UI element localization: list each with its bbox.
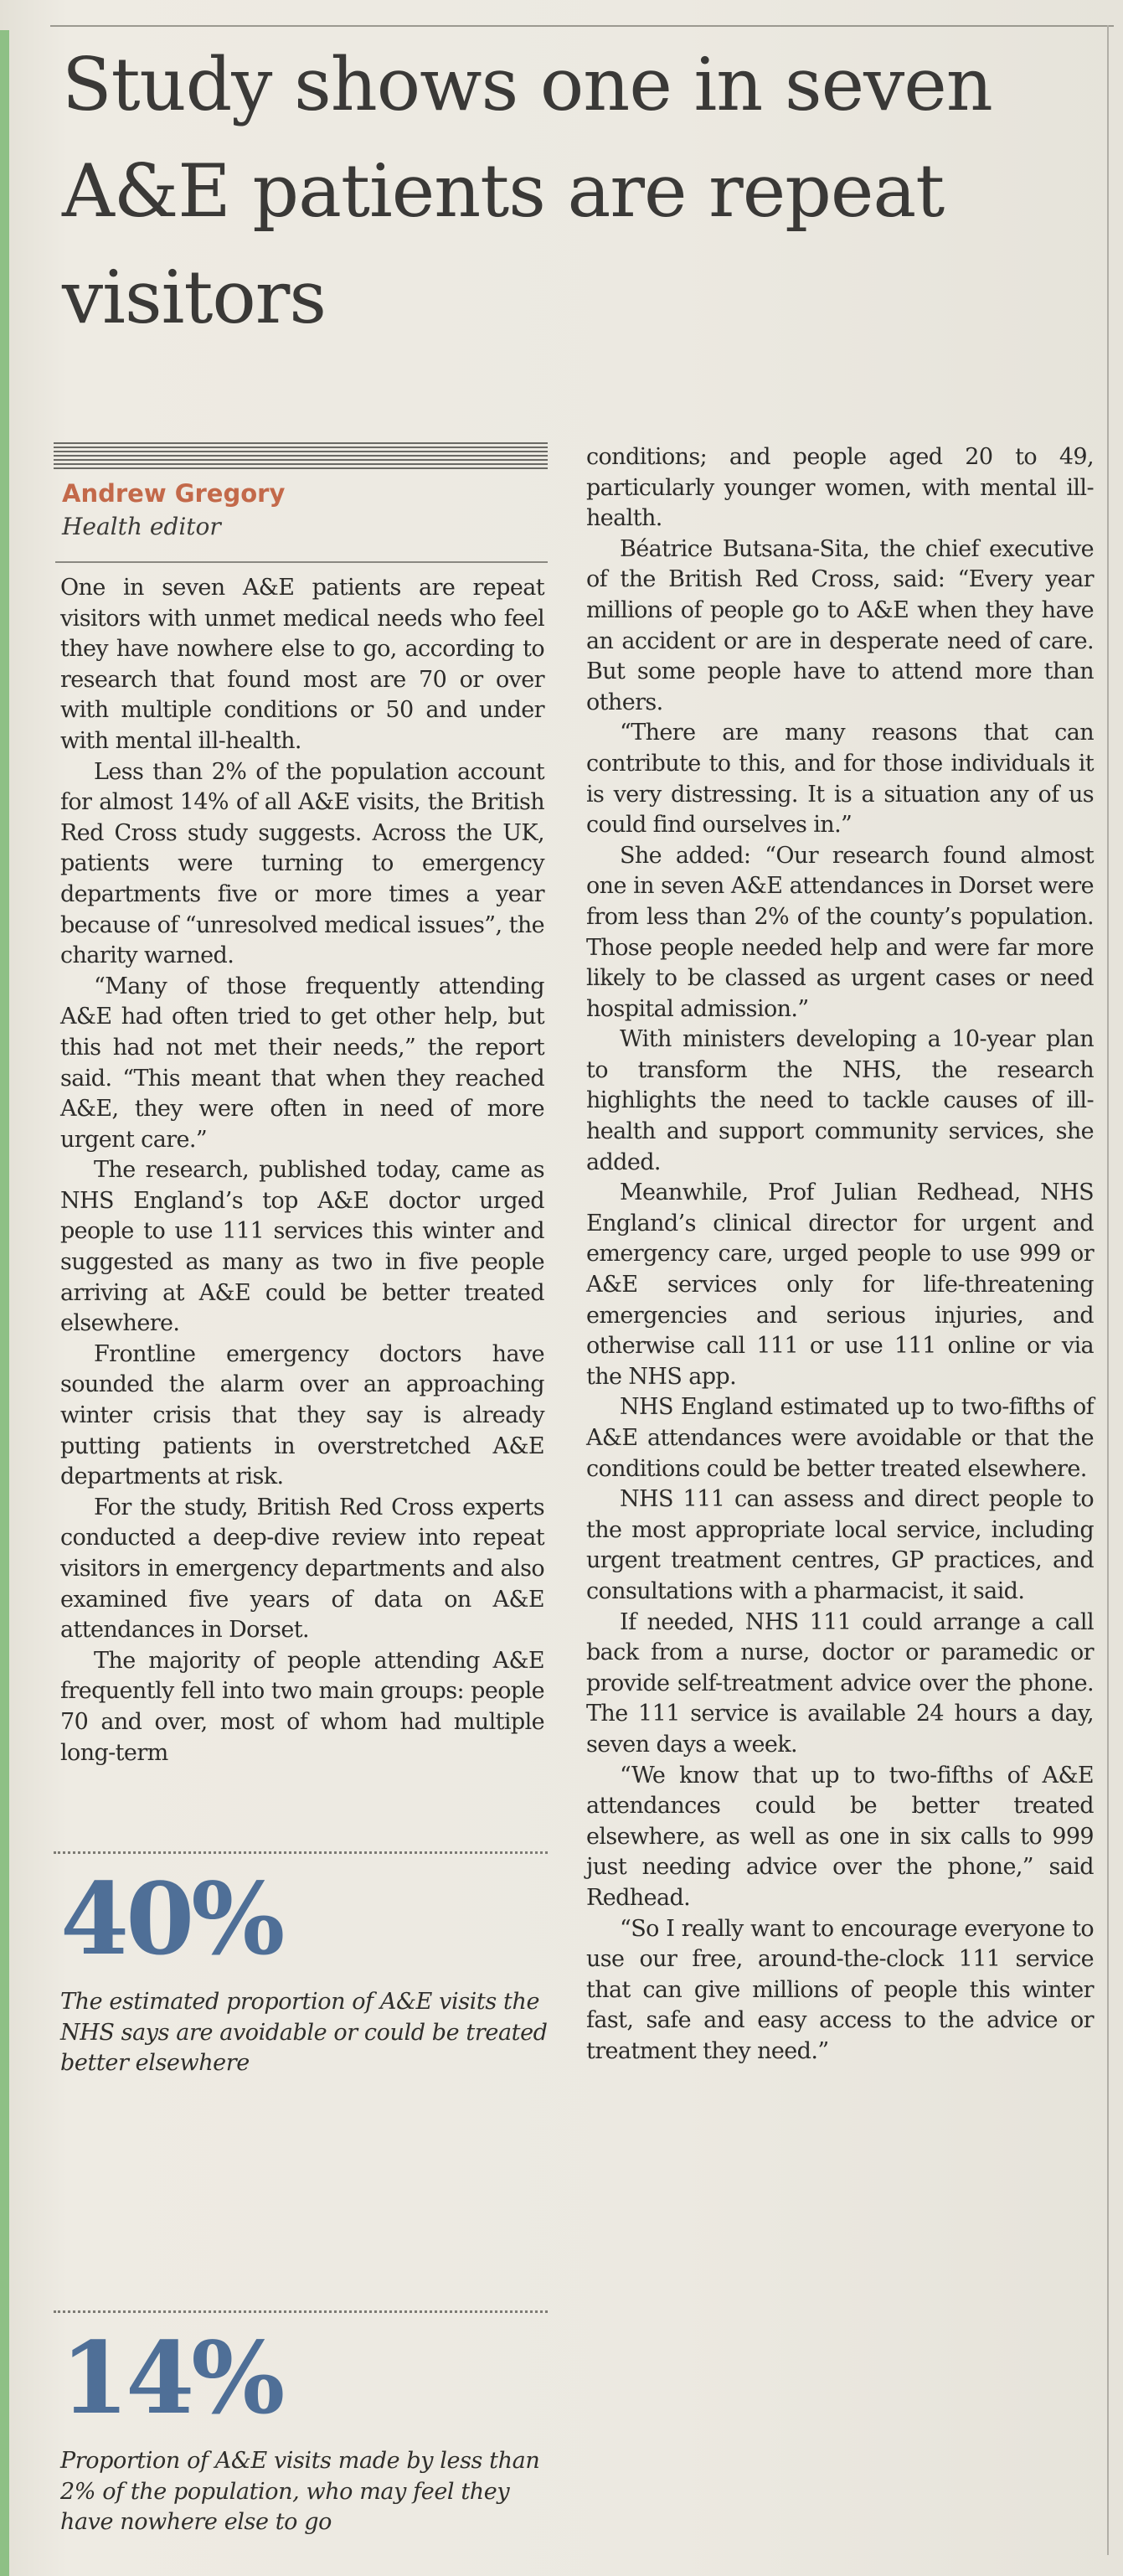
paragraph: conditions; and people aged 20 to 49, particularly younger women, with mental ill-health. bbox=[586, 444, 1094, 532]
paragraph: With ministers developing a 10-year plan to transform the NHS, the research highlights the need to tackle causes of ill-health and support community services, she added. bbox=[586, 1026, 1094, 1175]
stat-divider bbox=[54, 2310, 548, 2313]
byline-divider bbox=[55, 561, 548, 563]
paragraph: She added: “Our research found almost one in seven A&E attendances in Dorset were from less than 2% of the county’s population. Those people needed help and were far more likely to be classed as urgent cases or need hospital admission.” bbox=[586, 842, 1094, 1022]
paragraph: One in seven A&E patients are repeat visitors with unmet medical needs who feel they have nowhere else to go, according to research that found most are 70 or over with multiple conditions or 50 and under with mental ill-health. bbox=[60, 575, 544, 754]
paragraph: “There are many reasons that can contribute to this, and for those individuals it is very distressing. It is a situation any of us could find ourselves in.” bbox=[586, 720, 1094, 839]
byline-hatch-decoration bbox=[54, 442, 548, 471]
paragraph: Meanwhile, Prof Julian Redhead, NHS England’s clinical director for urgent and emergency care, urged people to use 999 or A&E services only for life-threatening emergencies and serious injuries, and otherwise call 111 or use 111 online or via the NHS app. bbox=[586, 1180, 1094, 1390]
paragraph: NHS England estimated up to two-fifths of A&E attendances were avoidable or that the conditions could be better treated elsewhere. bbox=[586, 1394, 1094, 1482]
stat-divider bbox=[54, 1851, 548, 1854]
author-role: Health editor bbox=[62, 513, 221, 540]
stat-value: 14% bbox=[60, 2320, 282, 2436]
article-column-2 bbox=[586, 442, 1094, 2067]
top-rule bbox=[50, 25, 1114, 27]
page-edge-bar bbox=[0, 30, 9, 2576]
paragraph: Less than 2% of the population account for almost 14% of all A&E visits, the British Red Cross study suggests. Across the UK, patients were turning to emergency departments five or more times a year because of “unresolved medical issues”, the charity warned. bbox=[60, 758, 544, 969]
headline: Study shows one in seven A&E patients are repeat visitors bbox=[62, 42, 992, 340]
paragraph: “So I really want to encourage everyone to use our free, around-the-clock 111 service that can give millions of people this winter fast, safe and easy access to the advice or treatment they need.” bbox=[586, 1915, 1094, 2064]
paragraph: The research, published today, came as NHS England’s top A&E doctor urged people to use 111 services this winter and suggested as many as two in five people arriving at A&E could be better treated elsewhere. bbox=[60, 1157, 544, 1337]
stat-caption: The estimated proportion of A&E visits the NHS says are avoidable or could be treated better elsewhere bbox=[60, 1989, 548, 2077]
paragraph: The majority of people attending A&E frequently fell into two main groups: people 70 and over, most of whom had multiple long-term bbox=[60, 1647, 544, 1766]
paragraph: Béatrice Butsana-Sita, the chief executive of the British Red Cross, said: “Every year millions of people go to A&E when they have an accident or are in desperate need of care. But some people have to attend more than others. bbox=[586, 535, 1094, 715]
article-column-1 bbox=[60, 573, 544, 1768]
paragraph: Frontline emergency doctors have sounded the alarm over an approaching winter crisis that they say is already putting patients in overstretched A&E departments at risk. bbox=[60, 1340, 544, 1490]
paragraph: NHS 111 can assess and direct people to the most appropriate local service, including urgent treatment centres, GP practices, and consultations with a pharmacist, it said. bbox=[586, 1486, 1094, 1604]
paragraph: “Many of those frequently attending A&E had often tried to get other help, but this had not met their needs,” the report said. “This meant that when they reached A&E, they were often in need of more urgent care.” bbox=[60, 973, 544, 1153]
stat-value: 40% bbox=[60, 1861, 282, 1977]
paragraph: “We know that up to two-fifths of A&E attendances could be better treated elsewhere, as well as one in six calls to 999 just needing advice over the phone,” said Redhead. bbox=[586, 1762, 1094, 1911]
paragraph: For the study, British Red Cross experts conducted a deep-dive review into repeat visitors in emergency departments and also examined five years of data on A&E attendances in Dorset. bbox=[60, 1494, 544, 1644]
paragraph: If needed, NHS 111 could arrange a call back from a nurse, doctor or paramedic or provide self-treatment advice over the phone. The 111 service is available 24 hours a day, seven days a week. bbox=[586, 1608, 1094, 1758]
author-name: Andrew Gregory bbox=[62, 479, 286, 508]
stat-caption: Proportion of A&E visits made by less than 2% of the population, who may feel they have nowhere else to go bbox=[60, 2448, 540, 2536]
column-rule-right bbox=[1107, 25, 1109, 2555]
